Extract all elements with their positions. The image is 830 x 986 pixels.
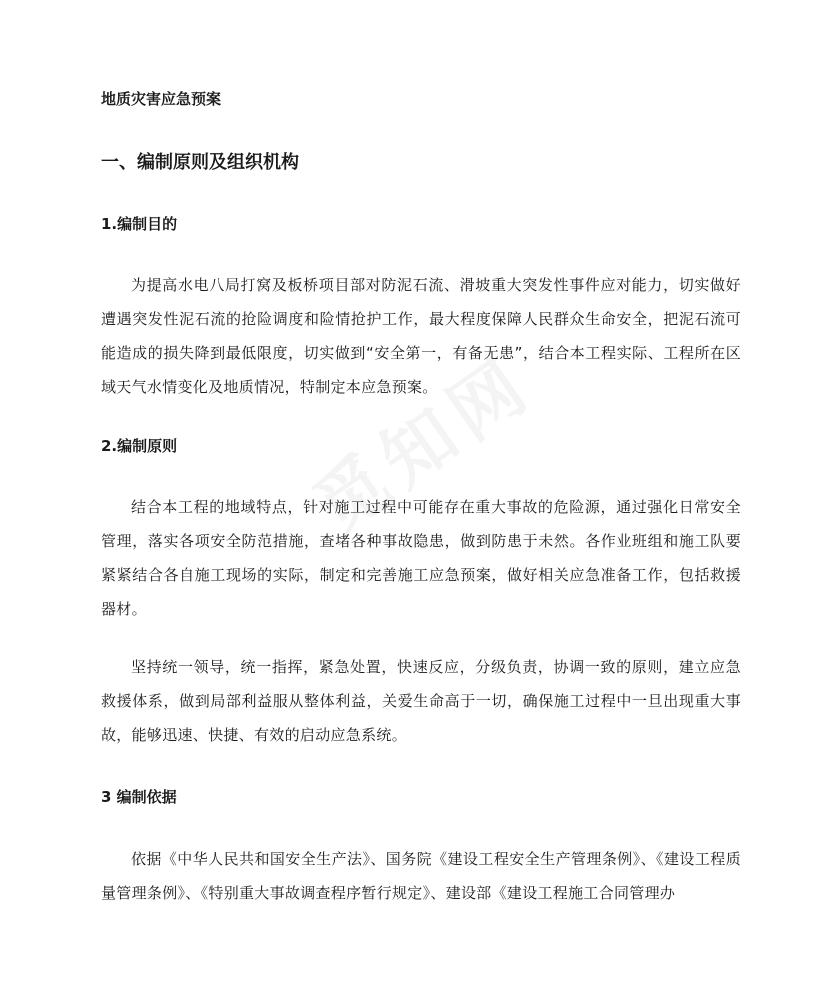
paragraph-basis: 依据《中华人民共和国安全生产法》、国务院《建设工程安全生产管理条例》、《建设工程质量管理条例》、《特别重大事故调查程序暂行规定》、建设部《建设工程施工合同管理办: [101, 850, 741, 902]
subsection-heading-principles: 2.编制原则: [101, 437, 178, 455]
paragraph-principles-1: 结合本工程的地域特点，针对施工过程中可能存在重大事故的危险源，通过强化日常安全管理，落实各项安全防范措施，查堵各种事故隐患，做到防患于未然。各作业班组和施工队要紧紧结合各自施工现场的实际，制定和完善施工应急预案，做好相关应急准备工作，包括救援器材。: [101, 498, 741, 618]
paragraph-purpose: 为提高水电八局打窝及板桥项目部对防泥石流、滑坡重大突发性事件应对能力，切实做好遭遇突发性泥石流的抢险调度和险情抢护工作，最大程度保障人民群众生命安全，把泥石流可能造成的损失降到最低限度，切实做到“安全第一，有备无患”，结合本工程实际、工程所在区域天气水情变化及地质情况，特制定本应急预案。: [101, 276, 741, 396]
paragraph-principles-2: 坚持统一领导，统一指挥，紧急处置，快速反应，分级负责，协调一致的原则，建立应急救援体系，做到局部利益服从整体利益，关爱生命高于一切，确保施工过程中一旦出现重大事故，能够迅速、快捷、有效的启动应急系统。: [101, 658, 741, 744]
subsection-heading-purpose: 1.编制目的: [101, 215, 178, 233]
document-title: 地质灾害应急预案: [101, 90, 222, 108]
section-heading-1: 一、编制原则及组织机构: [101, 152, 299, 173]
subsection-heading-basis: 3 编制依据: [101, 788, 177, 806]
